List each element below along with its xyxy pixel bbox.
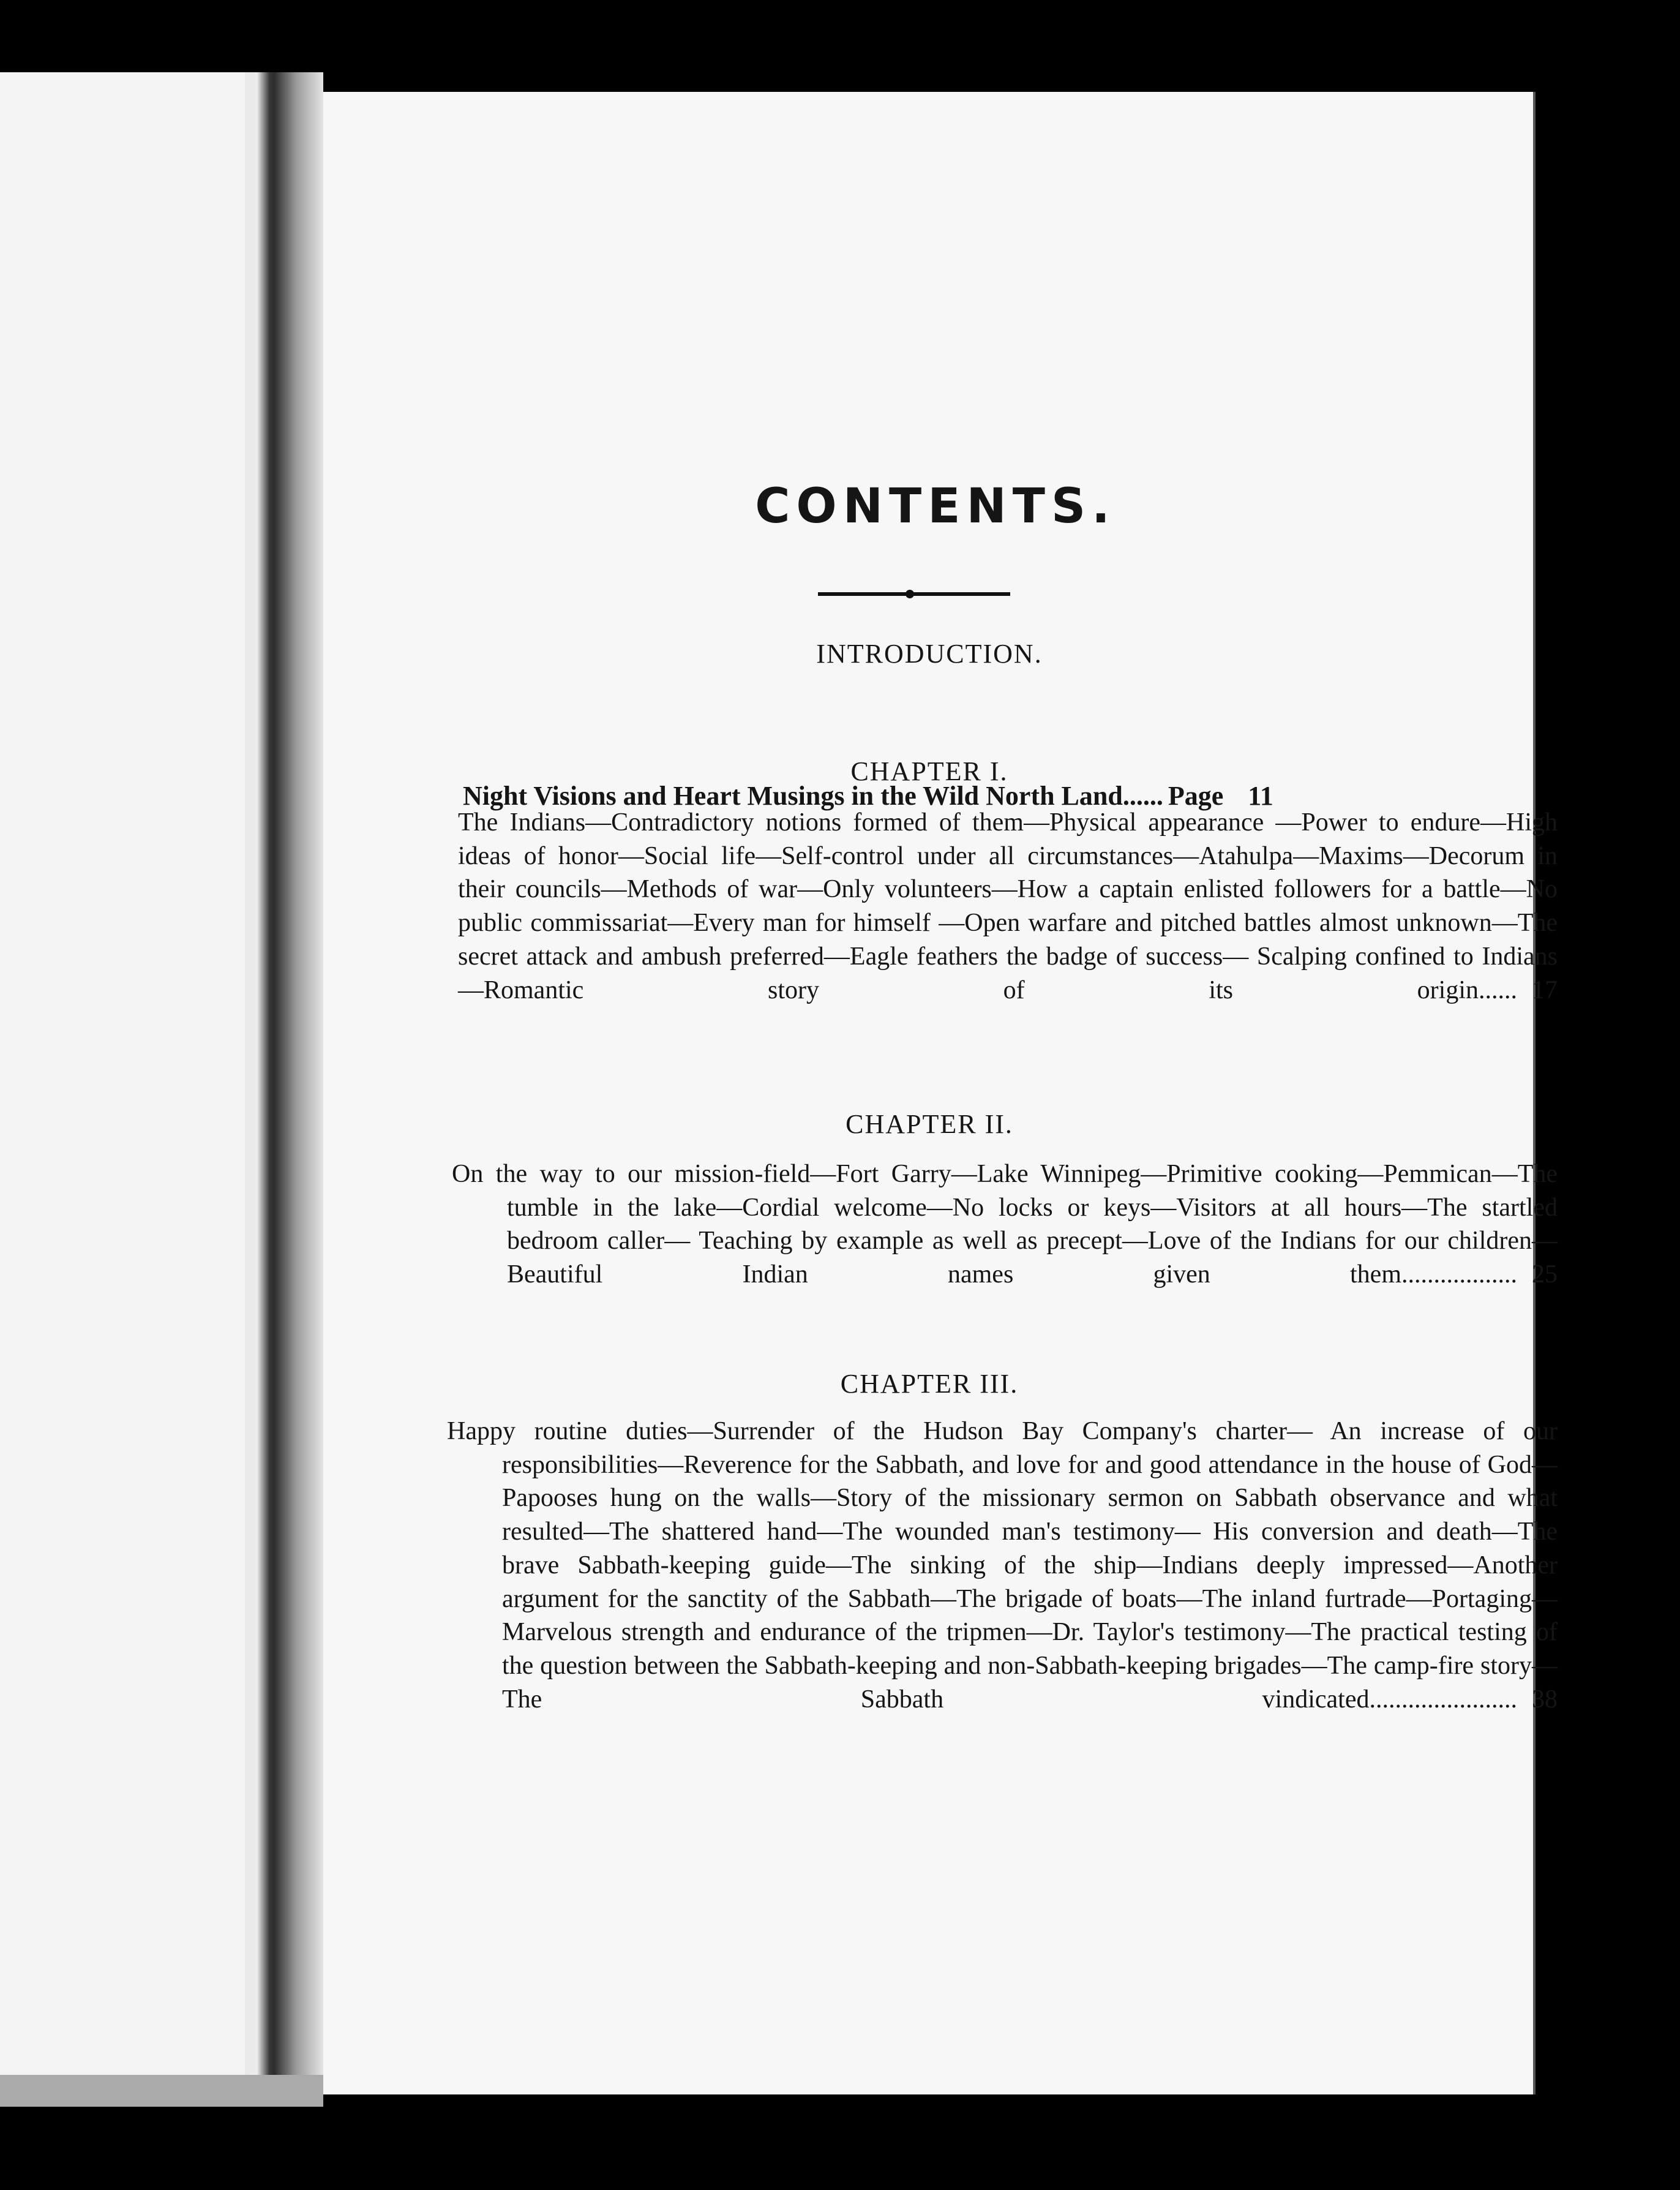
introduction-heading: INTRODUCTION.: [816, 639, 1043, 669]
left-page: [0, 72, 245, 2075]
introduction-leader: ......: [1122, 781, 1163, 811]
chapter-1-text: The Indians—Contradictory notions formed of them—Physical appearance —Power to endure—High ideas of honor—Social life—Self-control under all circumstances—Atahulpa—Maxims—Decorum in their councils—Methods of war—Only volunteers—How a captain enlisted followers for a battle—No public commissariat—Every man for himself —Open warfare and pitched battles almost unknown—The secret attack and ambush preferred—Eagle feathers the badge of success— Scalping confined to Indians—Romantic story of its origin: [458, 808, 1558, 1004]
page-edge: [1533, 92, 1536, 2094]
contents-page: [323, 92, 1558, 2094]
chapter-2-text: On the way to our mission-field—Fort Garry—Lake Winnipeg—Primitive cooking—Pemmican—The tumble in the lake—Cordial welcome—No locks or keys—Visitors at all hours—The startled bedroom caller— Teaching by example as well as precept—Love of the Indians for our children—Beautiful Indian names given them: [452, 1160, 1558, 1289]
book-gutter: [245, 72, 323, 2075]
chapter-3-text: Happy routine duties—Surrender of the Hudson Bay Company's charter— An increase of our responsibilities—Reverence for the Sabbath, and love for and good attendance in the house of God—Papooses hung on the walls—Story of the missionary sermon on Sabbath observance and what resulted—The shattered hand—The wounded man's testimony— His conversion and death—The brave Sabbath-keeping guide—The sinking of the ship—Indians deeply impressed—Another argument for the sanctity of the Sabbath—The brigade of boats—The inland furtrade—Portaging—Marvelous strength and endurance of the tripmen—Dr. Taylor's testimony—The practical testing of the question between the Sabbath-keeping and non-Sabbath-keeping brigades—The camp-fire story—The Sabbath vindicated: [447, 1417, 1558, 1714]
chapter-2-page-number: 25: [1532, 1260, 1558, 1289]
chapter-1-leader: ......: [1479, 976, 1517, 1004]
introduction-text: Night Visions and Heart Musings in the Wild North Land: [463, 781, 1123, 811]
chapter-2-leader: ..................: [1401, 1260, 1517, 1289]
title-rule-ornament: [818, 588, 1010, 603]
chapter-3-heading: CHAPTER III.: [840, 1369, 1019, 1399]
introduction-page-number: 11: [1248, 781, 1273, 811]
chapter-3-entry: [447, 1415, 1558, 1716]
chapter-2-heading: CHAPTER II.: [846, 1109, 1013, 1139]
chapter-1-entry: [458, 806, 1558, 1007]
page-label: Page: [1168, 781, 1224, 811]
chapter-3-page-number: 38: [1532, 1685, 1558, 1714]
chapter-1-heading: CHAPTER I.: [850, 756, 1008, 786]
chapter-2-entry: [452, 1157, 1558, 1292]
chapter-1-page-number: 17: [1532, 976, 1558, 1004]
page-title: CONTENTS.: [755, 479, 1116, 534]
chapter-3-leader: .......................: [1369, 1685, 1517, 1714]
left-page-bottom-edge: [0, 2075, 323, 2107]
